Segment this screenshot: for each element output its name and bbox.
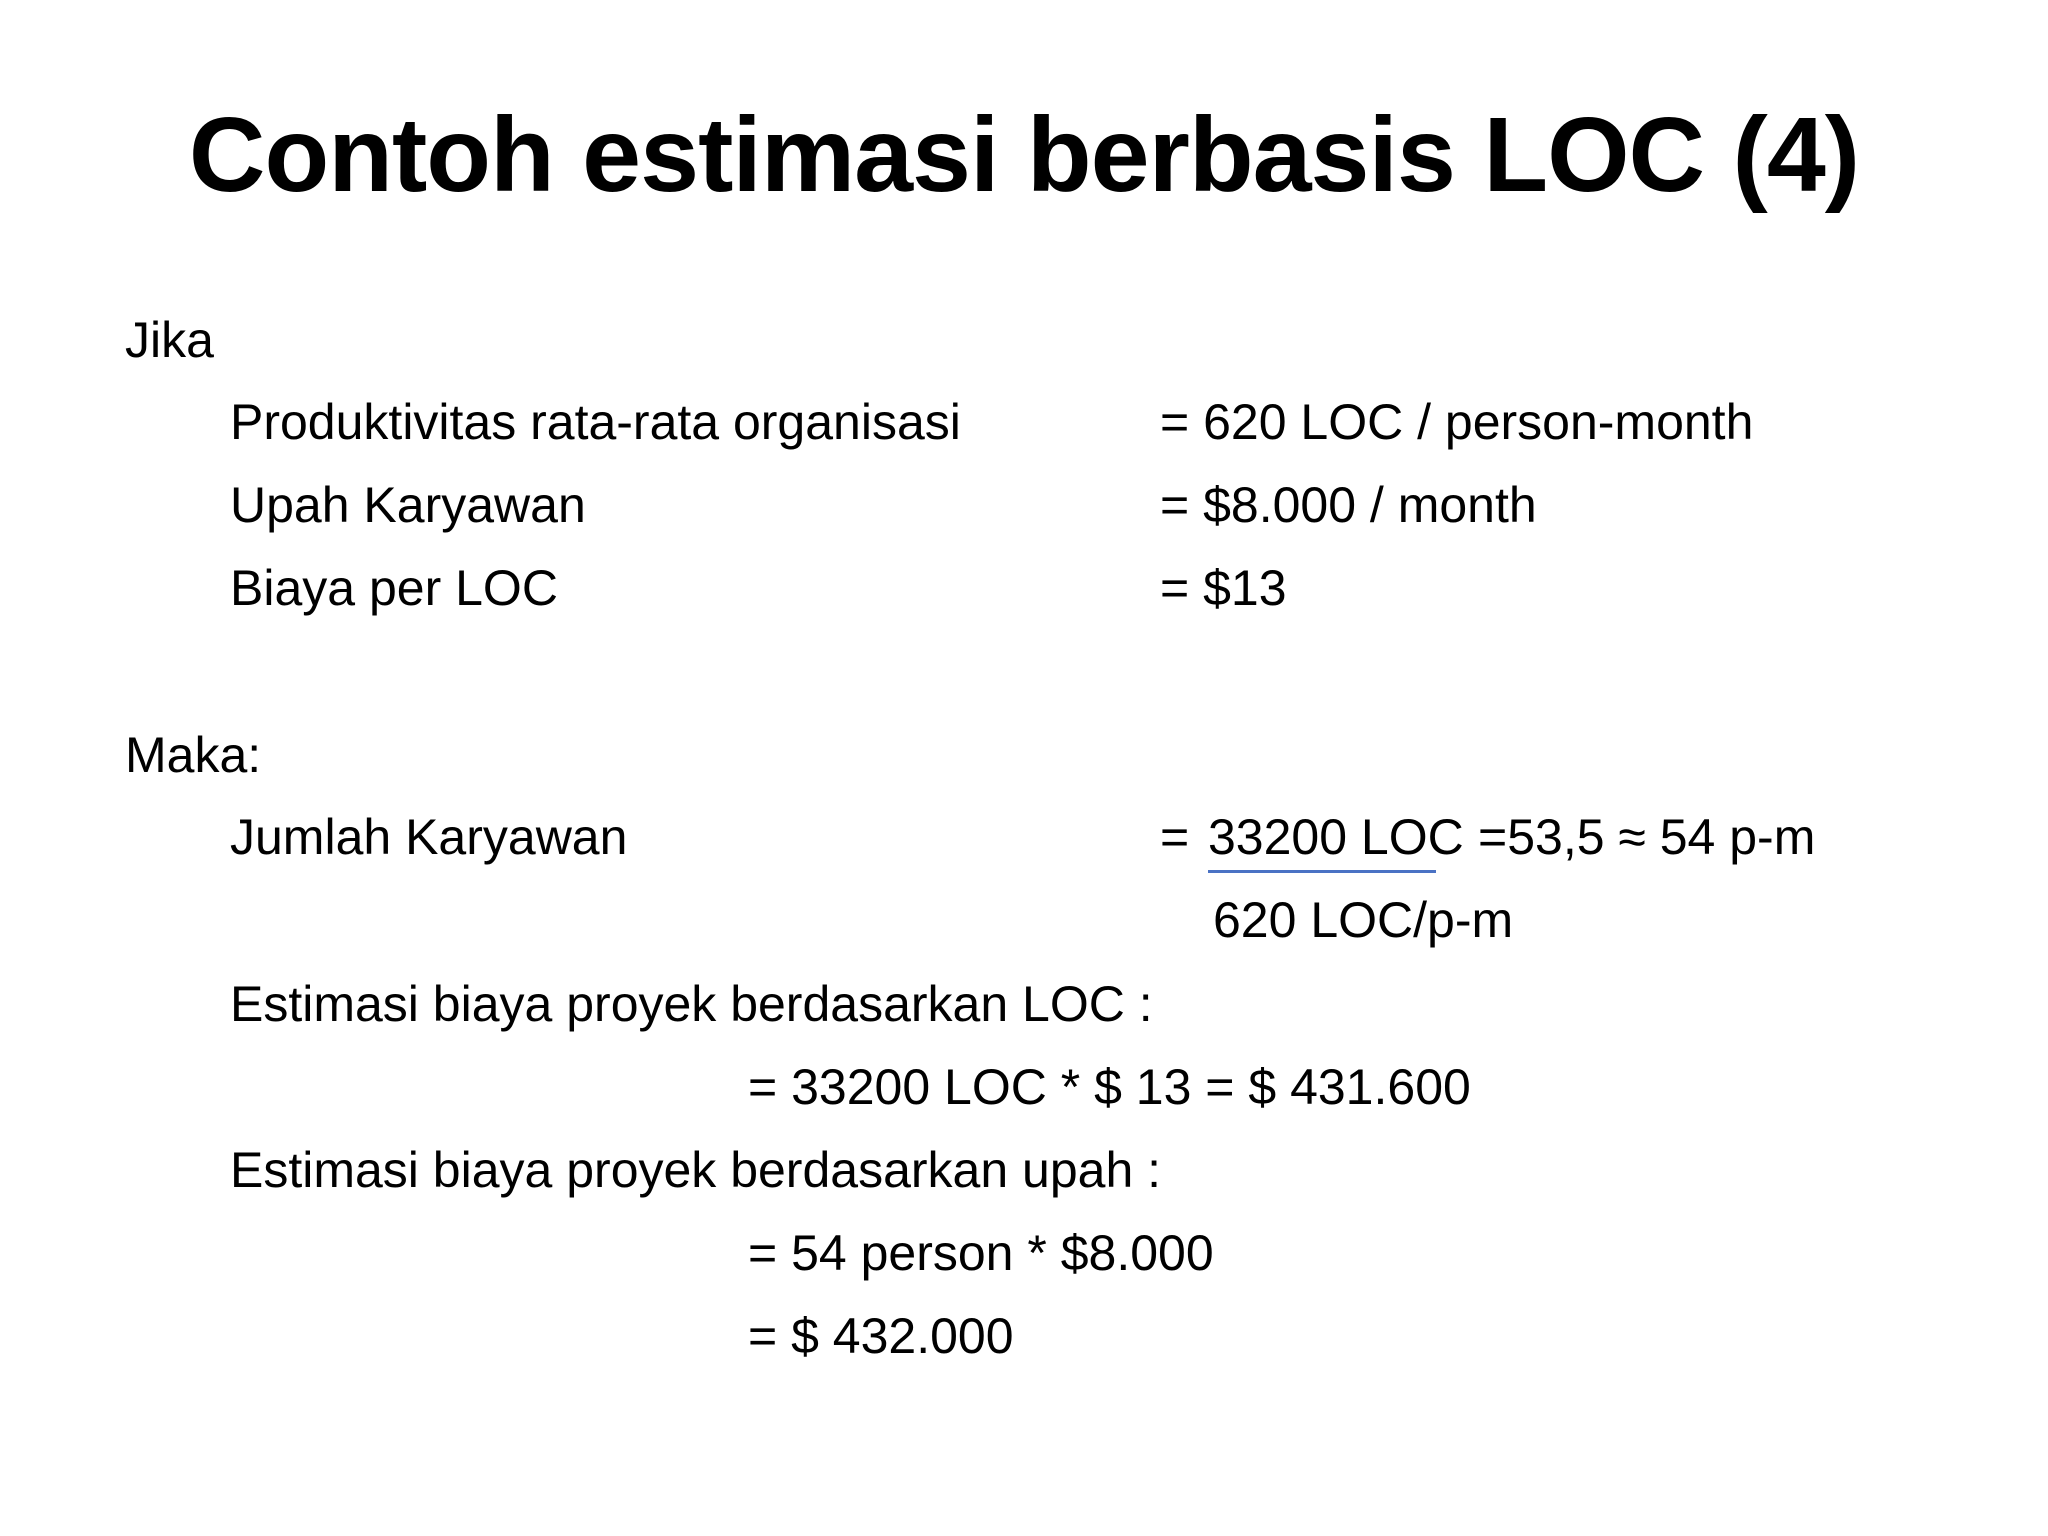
slide-title: Contoh estimasi berbasis LOC (4) — [188, 96, 1860, 214]
wage-estimate-label: Estimasi biaya proyek berdasarkan upah : — [230, 1142, 1162, 1198]
given-value-wage: = $8.000 / month — [1160, 477, 1537, 533]
given-label-cost-per-loc: Biaya per LOC — [230, 560, 558, 616]
staff-outcome: =53,5 ≈ 54 p-m — [1478, 809, 1816, 865]
staff-denominator: 620 LOC/p-m — [1213, 892, 1514, 948]
given-label-productivity: Produktivitas rata-rata organisasi — [230, 394, 961, 450]
loc-estimate-label: Estimasi biaya proyek berdasarkan LOC : — [230, 976, 1153, 1032]
given-heading: Jika — [125, 312, 214, 368]
fraction-rule — [1208, 870, 1436, 873]
loc-estimate-formula: = 33200 LOC * $ 13 = $ 431.600 — [748, 1059, 1471, 1115]
given-value-productivity: = 620 LOC / person-month — [1160, 394, 1754, 450]
staff-equals: = — [1160, 809, 1190, 865]
staff-label: Jumlah Karyawan — [230, 809, 628, 865]
wage-estimate-formula: = 54 person * $8.000 — [748, 1225, 1214, 1281]
given-label-wage: Upah Karyawan — [230, 477, 586, 533]
given-value-cost-per-loc: = $13 — [1160, 560, 1287, 616]
staff-numerator: 33200 LOC — [1208, 809, 1464, 865]
result-heading: Maka: — [125, 727, 262, 783]
wage-estimate-total: = $ 432.000 — [748, 1308, 1014, 1364]
